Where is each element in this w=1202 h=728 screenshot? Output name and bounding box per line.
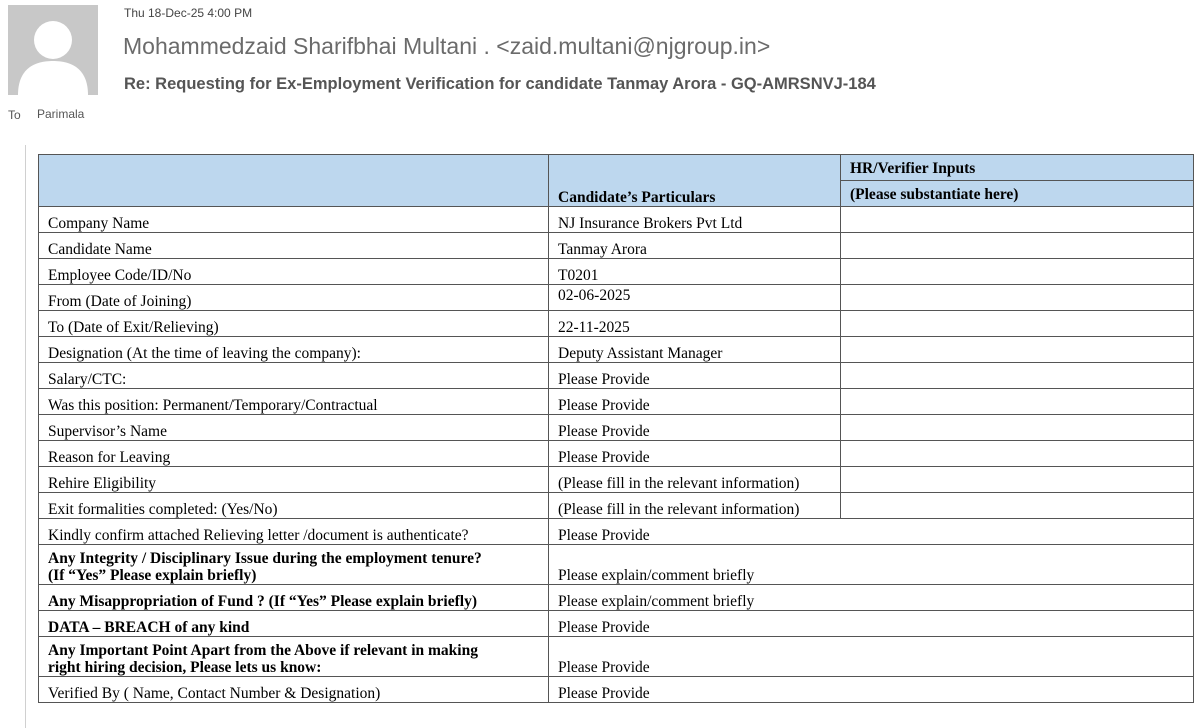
row-value: Please Provide	[549, 415, 841, 441]
table-row	[39, 519, 1194, 545]
row-label-line1: Any Important Point Apart from the Above if relevant in making	[48, 642, 478, 659]
hr-input-cell[interactable]	[841, 467, 1194, 493]
hr-input-cell[interactable]	[841, 493, 1194, 519]
header-blank-cell	[39, 155, 549, 207]
row-label: Employee Code/ID/No	[39, 259, 549, 285]
table-row	[39, 467, 1194, 493]
table-row	[39, 207, 1194, 233]
hr-input-cell[interactable]	[841, 311, 1194, 337]
row-value: (Please fill in the relevant information)	[549, 493, 841, 519]
header-hr-verifier-inputs	[841, 155, 1194, 207]
row-value: 22-11-2025	[549, 311, 841, 337]
table-row	[39, 611, 1194, 637]
row-label: Company Name	[39, 207, 549, 233]
table-row	[39, 415, 1194, 441]
row-label-line1: Any Integrity / Disciplinary Issue during the employment tenure?	[48, 550, 482, 567]
row-label: Rehire Eligibility	[39, 467, 549, 493]
row-label: Designation (At the time of leaving the company):	[39, 337, 549, 363]
row-value: (Please fill in the relevant information)	[549, 467, 841, 493]
row-label: Kindly confirm attached Relieving letter /document is authenticate?	[39, 519, 549, 545]
row-label: To (Date of Exit/Relieving)	[39, 311, 549, 337]
table-row	[39, 389, 1194, 415]
row-value[interactable]: Please explain/comment briefly	[549, 545, 1194, 585]
row-label: Supervisor’s Name	[39, 415, 549, 441]
message-body-divider	[25, 145, 26, 728]
table-row	[39, 259, 1194, 285]
email-subject: Re: Requesting for Ex-Employment Verification for candidate Tanmay Arora - GQ-AMRSNVJ-184	[124, 75, 876, 93]
header-hr-line2: (Please substantiate here)	[850, 186, 1019, 203]
row-value: T0201	[549, 259, 841, 285]
row-label: Reason for Leaving	[39, 441, 549, 467]
table-row	[39, 677, 1194, 703]
row-label: Any Misappropriation of Fund ? (If “Yes” Please explain briefly)	[39, 585, 549, 611]
hr-input-cell[interactable]	[841, 363, 1194, 389]
row-value: Please Provide	[549, 363, 841, 389]
header-candidate-particulars: Candidate’s Particulars	[549, 155, 841, 207]
row-value: NJ Insurance Brokers Pvt Ltd	[549, 207, 841, 233]
row-value: Deputy Assistant Manager	[549, 337, 841, 363]
sent-timestamp: Thu 18-Dec-25 4:00 PM	[124, 6, 253, 20]
row-value[interactable]: Please Provide	[549, 611, 1194, 637]
row-value: Tanmay Arora	[549, 233, 841, 259]
row-value: Please Provide	[549, 389, 841, 415]
row-value[interactable]: Please Provide	[549, 519, 1194, 545]
row-label	[39, 637, 549, 677]
row-label: Salary/CTC:	[39, 363, 549, 389]
to-recipient[interactable]: Parimala	[37, 107, 85, 121]
table-row	[39, 637, 1194, 677]
hr-input-cell[interactable]	[841, 415, 1194, 441]
row-label: Was this position: Permanent/Temporary/Contractual	[39, 389, 549, 415]
table-row	[39, 493, 1194, 519]
hr-input-cell[interactable]	[841, 285, 1194, 311]
row-value: 02-06-2025	[549, 285, 841, 311]
hr-input-cell[interactable]	[841, 233, 1194, 259]
row-value: Please Provide	[549, 441, 841, 467]
table-row	[39, 545, 1194, 585]
hr-input-cell[interactable]	[841, 389, 1194, 415]
row-label: DATA – BREACH of any kind	[39, 611, 549, 637]
table-row	[39, 233, 1194, 259]
table-row	[39, 585, 1194, 611]
table-row	[39, 285, 1194, 311]
row-label: From (Date of Joining)	[39, 285, 549, 311]
row-label: Verified By ( Name, Contact Number & Designation)	[39, 677, 549, 703]
row-label-line2: right hiring decision, Please lets us know:	[48, 659, 322, 676]
row-label-line2: (If “Yes” Please explain briefly)	[48, 567, 257, 584]
row-label: Candidate Name	[39, 233, 549, 259]
hr-input-cell[interactable]	[841, 207, 1194, 233]
hr-input-cell[interactable]	[841, 441, 1194, 467]
to-label: To	[8, 108, 21, 122]
table-row	[39, 311, 1194, 337]
table-row	[39, 363, 1194, 389]
hr-input-cell[interactable]	[841, 259, 1194, 285]
table-row	[39, 337, 1194, 363]
header-hr-line1: HR/Verifier Inputs	[841, 160, 1193, 181]
row-value[interactable]: Please Provide	[549, 637, 1194, 677]
sender-avatar-icon	[8, 5, 98, 95]
hr-input-cell[interactable]	[841, 337, 1194, 363]
row-value[interactable]: Please Provide	[549, 677, 1194, 703]
table-row	[39, 441, 1194, 467]
row-label	[39, 545, 549, 585]
row-label: Exit formalities completed: (Yes/No)	[39, 493, 549, 519]
sender-name[interactable]: Mohammedzaid Sharifbhai Multani . <zaid.multani@njgroup.in>	[123, 33, 771, 59]
table-header-row	[39, 155, 1194, 207]
verification-table	[38, 154, 1194, 703]
row-value[interactable]: Please explain/comment briefly	[549, 585, 1194, 611]
